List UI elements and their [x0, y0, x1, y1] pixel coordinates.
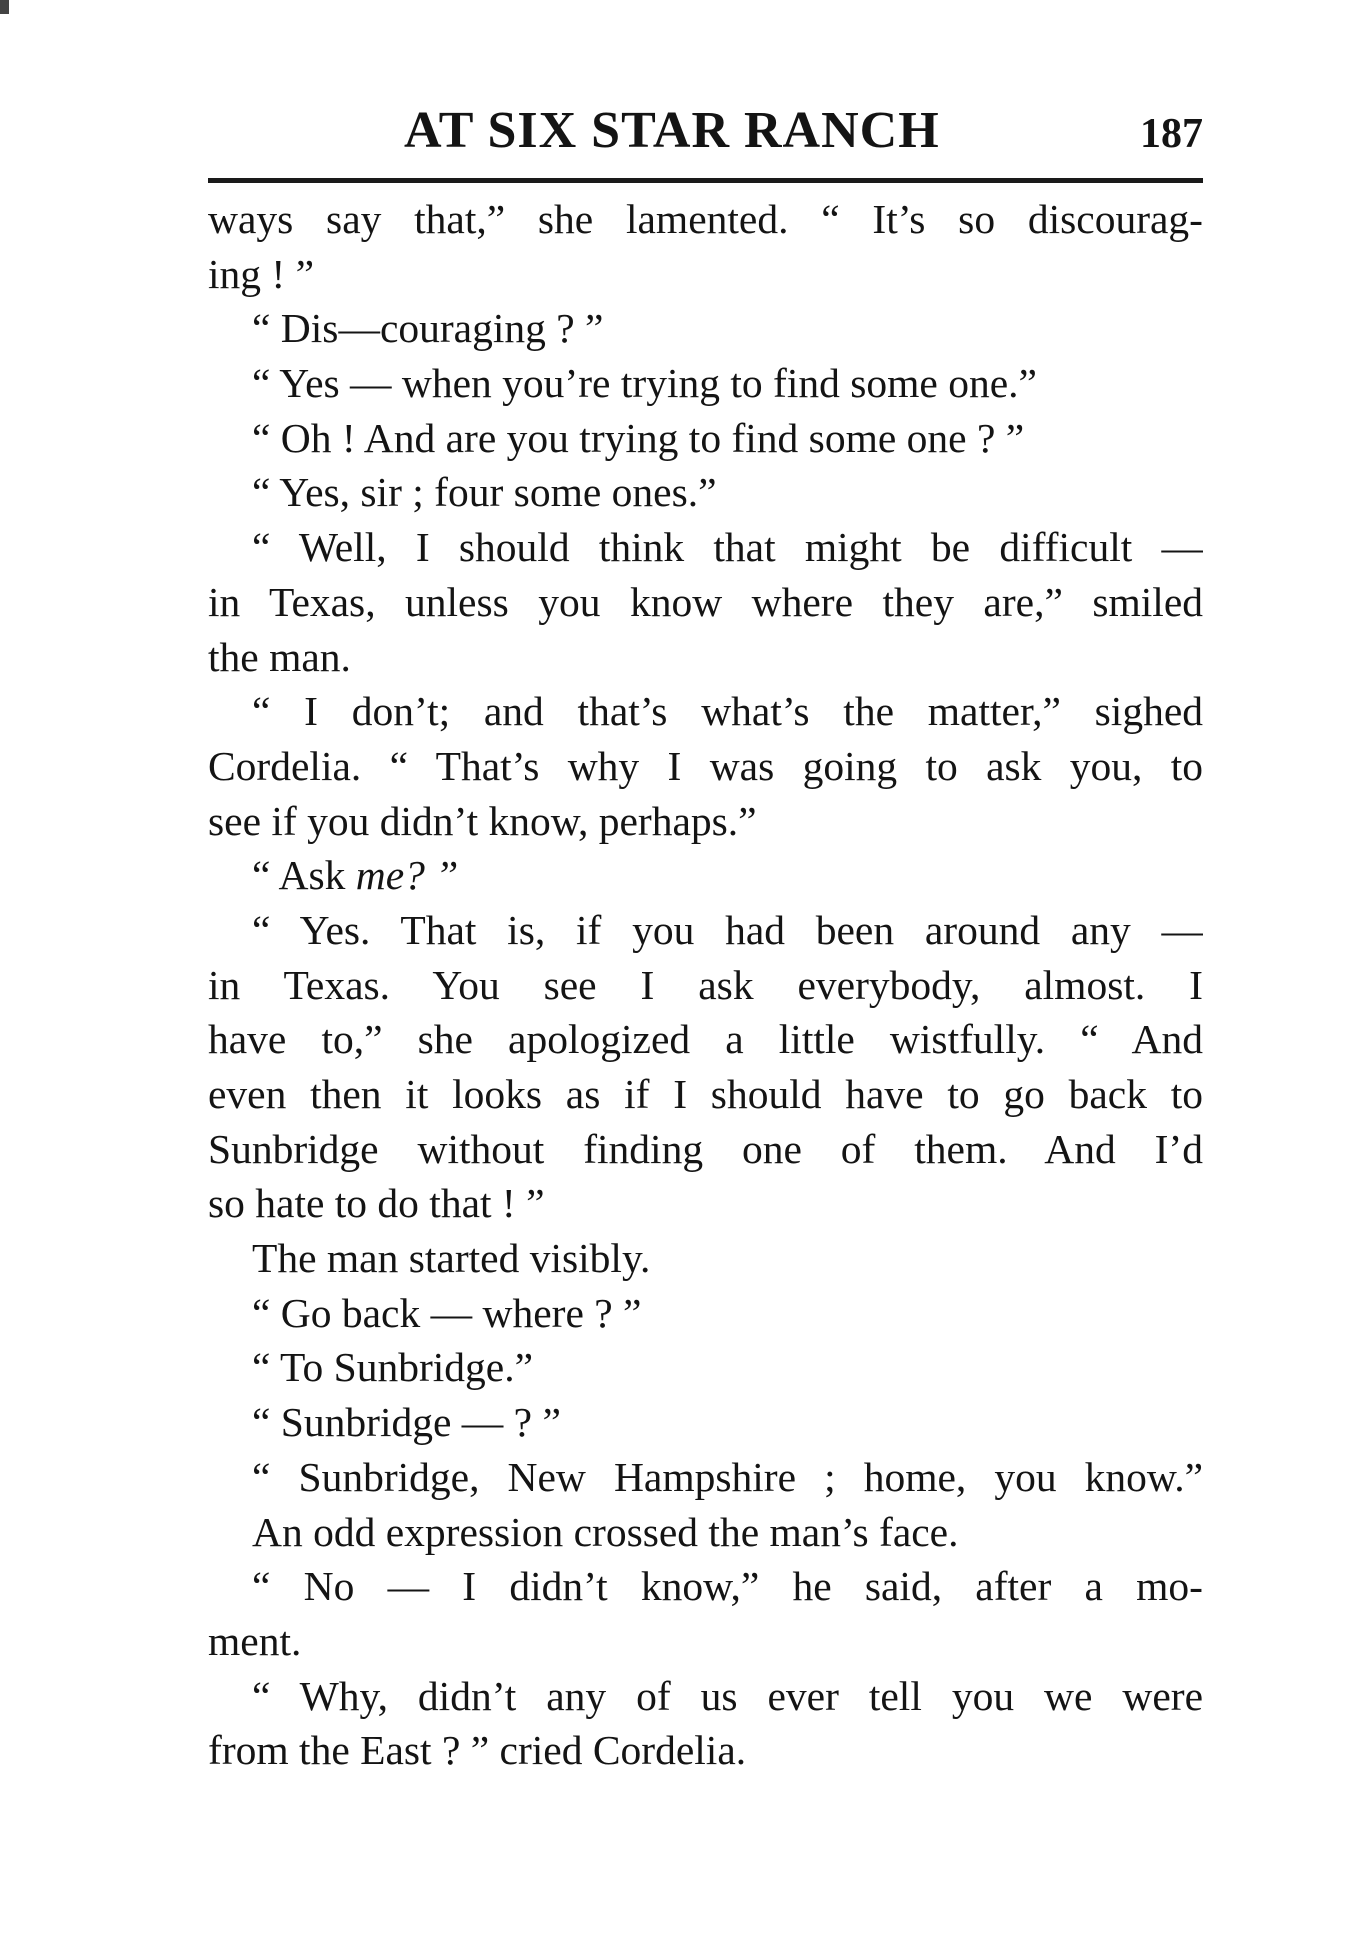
text-line: “ Dis—couraging ? ”	[252, 305, 604, 352]
text-line: “ Yes. That is, if you had been around any —	[252, 906, 1203, 953]
text-line: “ Oh ! And are you trying to find some one ? ”	[252, 414, 1025, 461]
page-number: 187	[1140, 111, 1203, 157]
text-line: “ Sunbridge, New Hampshire ; home, you know.”	[252, 1453, 1203, 1500]
text-line: ment.	[208, 1617, 302, 1664]
text-line: so hate to do that ! ”	[208, 1180, 545, 1227]
running-head	[208, 96, 1203, 166]
text-line: “ To Sunbridge.”	[252, 1344, 534, 1391]
text-line: “ Yes — when you’re trying to find some one.”	[252, 360, 1037, 407]
text-line: An odd expression crossed the man’s face.	[252, 1508, 959, 1555]
text-line: ways say that,” she lamented. “ It’s so discourag-	[208, 196, 1203, 242]
text-span: “ Ask	[252, 852, 356, 899]
text-line: “ Go back — where ? ”	[252, 1289, 642, 1336]
text-line: “ Well, I should think that might be difficult —	[252, 524, 1203, 571]
text-line: “ Why, didn’t any of us ever tell you we were	[252, 1672, 1203, 1719]
text-line: “ No — I didn’t know,” he said, after a mo-	[252, 1563, 1203, 1610]
text-line: Sunbridge without finding one of them. And I’d	[208, 1125, 1203, 1172]
text-line: even then it looks as if I should have to go back to	[208, 1071, 1203, 1117]
text-line: The man started visibly.	[252, 1235, 651, 1282]
text-line: the man.	[208, 633, 351, 680]
text-line: have to,” she apologized a little wistfully. “ And	[208, 1016, 1203, 1063]
italic-text: me? ”	[355, 852, 459, 899]
text-line: “ Sunbridge — ? ”	[252, 1399, 561, 1446]
text-line: from the East ? ” cried Cordelia.	[208, 1727, 747, 1774]
scan-speck	[0, 0, 9, 14]
text-line: in Texas, unless you know where they are,” smiled	[208, 578, 1203, 625]
text-line: “ I don’t; and that’s what’s the matter,” sighed	[252, 688, 1203, 735]
text-line: see if you didn’t know, perhaps.”	[208, 797, 757, 844]
text-line: ing ! ”	[208, 250, 315, 297]
text-line	[208, 848, 1203, 903]
running-title: AT SIX STAR RANCH	[404, 102, 940, 159]
text-line: “ Yes, sir ; four some ones.”	[252, 469, 717, 516]
text-line: in Texas. You see I ask everybody, almost. I	[208, 961, 1203, 1008]
text-line: Cordelia. “ That’s why I was going to ask you, to	[208, 742, 1203, 789]
body-text	[208, 192, 1203, 1778]
header-rule	[208, 178, 1203, 183]
